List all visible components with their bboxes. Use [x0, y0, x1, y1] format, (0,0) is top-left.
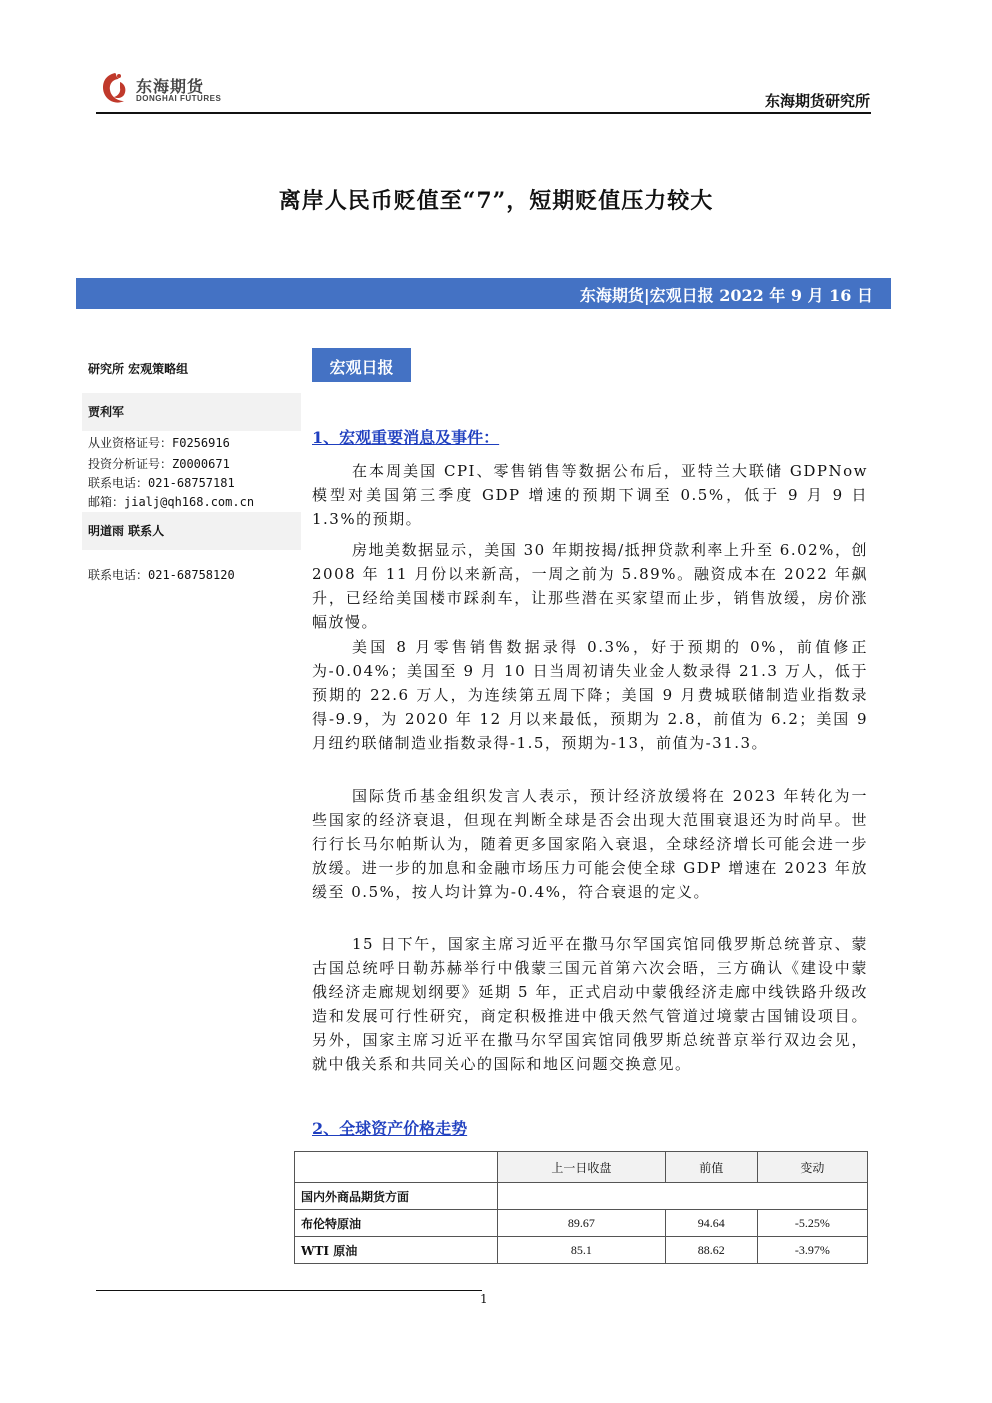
table-cell: 94.64 — [665, 1210, 757, 1237]
analyst-cert: 从业资格证号：F0256916 — [88, 436, 230, 450]
header-organization: 东海期货研究所 — [764, 92, 870, 110]
page-number: 1 — [480, 1292, 488, 1306]
table-header-row — [295, 1152, 868, 1183]
contact-name-box — [82, 512, 301, 550]
asset-price-table — [294, 1151, 868, 1264]
logo-english-text: DONGHAI FUTURES — [136, 94, 222, 103]
analyst-invest-cert: 投资分析证号：Z0000671 — [88, 457, 230, 471]
table-row — [295, 1237, 868, 1264]
table-group-empty — [498, 1183, 868, 1210]
table-group-row — [295, 1183, 868, 1210]
banner-text: 东海期货|宏观日报 2022 年 9 月 16 日 — [579, 286, 873, 305]
table-header-cell: 变动 — [757, 1152, 867, 1183]
table-header-cell: 上一日收盘 — [498, 1152, 666, 1183]
table-cell: 布伦特原油 — [295, 1210, 498, 1237]
footer-divider — [96, 1290, 482, 1291]
section1-heading: 1、宏观重要消息及事件： — [312, 428, 500, 447]
section-tag-text: 宏观日报 — [329, 358, 394, 377]
report-banner — [76, 278, 891, 309]
header-divider — [96, 112, 871, 114]
analyst-name: 贾利军 — [88, 405, 125, 419]
table-cell: 85.1 — [498, 1237, 666, 1264]
paragraph-4: 国际货币基金组织发言人表示，预计经济放缓将在 2023 年转化为一些国家的经济衰退，但现在判断全球是否会出现大范围衰退还为时尚早。世行行长马尔帕斯认为，随着更多国家陷入衰退，全球经济增长可能会进一步放缓。进一步的加息和金融市场压力可能会使全球 GDP 增速在 2023 年放缓至 0.5%，按人均计算为-0.4%，符合衰退的定义。 — [312, 787, 868, 901]
section2-heading: 2、全球资产价格走势 — [312, 1119, 468, 1138]
analyst-name-box — [82, 393, 301, 431]
paragraph-1: 在本周美国 CPI、零售销售等数据公布后，亚特兰大联储 GDPNow 模型对美国第三季度 GDP 增速的预期下调至 0.5%，低于 9 月 9 日 1.3%的预期。 — [312, 462, 868, 528]
section-tag — [312, 348, 411, 382]
analyst-phone: 联系电话：021-68757181 — [88, 476, 235, 490]
contact-name: 明道雨 联系人 — [88, 524, 165, 538]
department-label: 研究所 宏观策略组 — [88, 362, 189, 376]
table-cell: 88.62 — [665, 1237, 757, 1264]
table-row — [295, 1210, 868, 1237]
table-cell: -3.97% — [757, 1237, 867, 1264]
paragraph-5: 15 日下午，国家主席习近平在撒马尔罕国宾馆同俄罗斯总统普京、蒙古国总统呼日勒苏赫举行中俄蒙三国元首第六次会晤，三方确认《建设中蒙俄经济走廊规划纲要》延期 5 年，正式启动中蒙俄经济走廊中线铁路升级改造和发展可行性研究，商定积极推进中俄天然气管道过境蒙古国铺设项目。另外，国家主席习近平在撒马尔罕国宾馆同俄罗斯总统普京举行双边会见，就中俄关系和共同关心的国际和地区问题交换意见。 — [312, 935, 868, 1073]
document-title: 离岸人民币贬值至“7”，短期贬值压力较大 — [278, 188, 714, 214]
table-cell: 89.67 — [498, 1210, 666, 1237]
table-header-cell: 前值 — [665, 1152, 757, 1183]
analyst-email[interactable]: 邮箱：jialj@qh168.com.cn — [88, 495, 255, 509]
dragon-logo-icon — [98, 70, 132, 108]
table-cell: -5.25% — [757, 1210, 867, 1237]
table-header-cell — [295, 1152, 498, 1183]
table-group-label: 国内外商品期货方面 — [295, 1183, 498, 1210]
company-logo — [98, 70, 228, 110]
contact-phone: 联系电话：021-68758120 — [88, 568, 235, 582]
table-cell: WTI 原油 — [295, 1237, 498, 1264]
logo-chinese-text: 东海期货 — [136, 77, 205, 96]
paragraph-2: 房地美数据显示，美国 30 年期按揭/抵押贷款利率上升至 6.02%，创 2008 年 11 月份以来新高，一周之前为 5.89%。融资成本在 2022 年飙升，已经给美国楼市踩刹车，让那些潜在买家望而止步，销售放缓，房价涨幅放慢。 — [312, 541, 868, 631]
paragraph-3: 美国 8 月零售销售数据录得 0.3%，好于预期的 0%，前值修正为-0.04%；美国至 9 月 10 日当周初请失业金人数录得 21.3 万人，低于预期的 22.6 万人，为连续第五周下降；美国 9 月费城联储制造业指数录得-9.9，为 2020 年 12 月以来最低，预期为 2.8，前值为 6.2；美国 9 月纽约联储制造业指数录得-1.5，预期为-13，前值为-31.3。 — [312, 638, 868, 752]
